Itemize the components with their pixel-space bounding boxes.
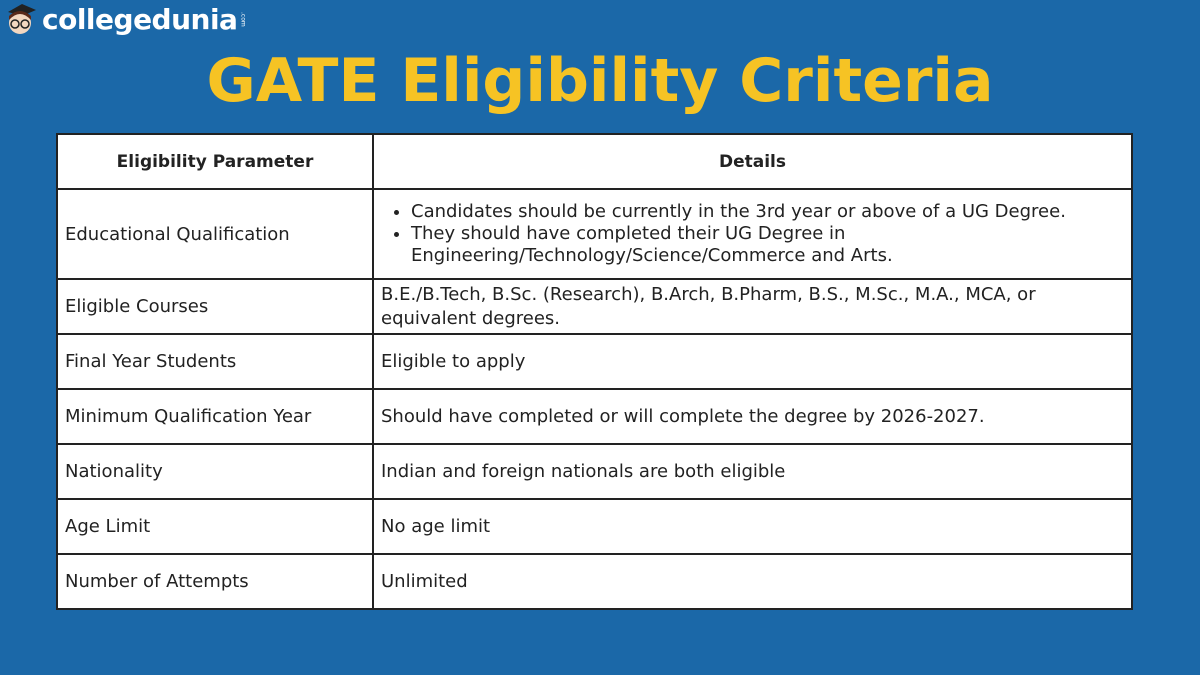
table-row xyxy=(57,334,1132,389)
details-cell: Eligible to apply xyxy=(373,334,1132,389)
detail-bullet: • They should have completed their UG Degree in Engineering/Technology/Science/Commerce and Arts. xyxy=(411,223,1124,267)
details-cell: No age limit xyxy=(373,499,1132,554)
parameter-cell: Final Year Students xyxy=(57,334,373,389)
parameter-cell: Age Limit xyxy=(57,499,373,554)
parameter-cell: Eligible Courses xyxy=(57,279,373,334)
parameter-cell: Minimum Qualification Year xyxy=(57,389,373,444)
details-cell: Should have completed or will complete the degree by 2026-2027. xyxy=(373,389,1132,444)
table-row xyxy=(57,279,1132,334)
details-cell xyxy=(373,189,1132,279)
table-row xyxy=(57,444,1132,499)
table-header-row xyxy=(57,134,1132,189)
page-title: GATE Eligibility Criteria xyxy=(206,46,994,116)
table-row xyxy=(57,499,1132,554)
details-cell: Unlimited xyxy=(373,554,1132,609)
detail-bullet: • Candidates should be currently in the 3rd year or above of a UG Degree. xyxy=(411,201,1124,223)
table-row xyxy=(57,389,1132,444)
details-cell: Indian and foreign nationals are both eligible xyxy=(373,444,1132,499)
mascot-icon xyxy=(4,2,38,36)
brand-suffix: .com xyxy=(239,11,247,27)
brand-name: collegedunia xyxy=(42,2,238,36)
parameter-cell: Number of Attempts xyxy=(57,554,373,609)
eligibility-table xyxy=(56,133,1133,610)
header-parameter: Eligibility Parameter xyxy=(57,134,373,189)
collegedunia-logo[interactable] xyxy=(4,2,246,36)
table-row xyxy=(57,189,1132,279)
details-cell: B.E./B.Tech, B.Sc. (Research), B.Arch, B.Pharm, B.S., M.Sc., M.A., MCA, or equivalent degrees. xyxy=(373,279,1132,334)
table-row xyxy=(57,554,1132,609)
header-details: Details xyxy=(373,134,1132,189)
parameter-cell: Nationality xyxy=(57,444,373,499)
parameter-cell: Educational Qualification xyxy=(57,189,373,279)
